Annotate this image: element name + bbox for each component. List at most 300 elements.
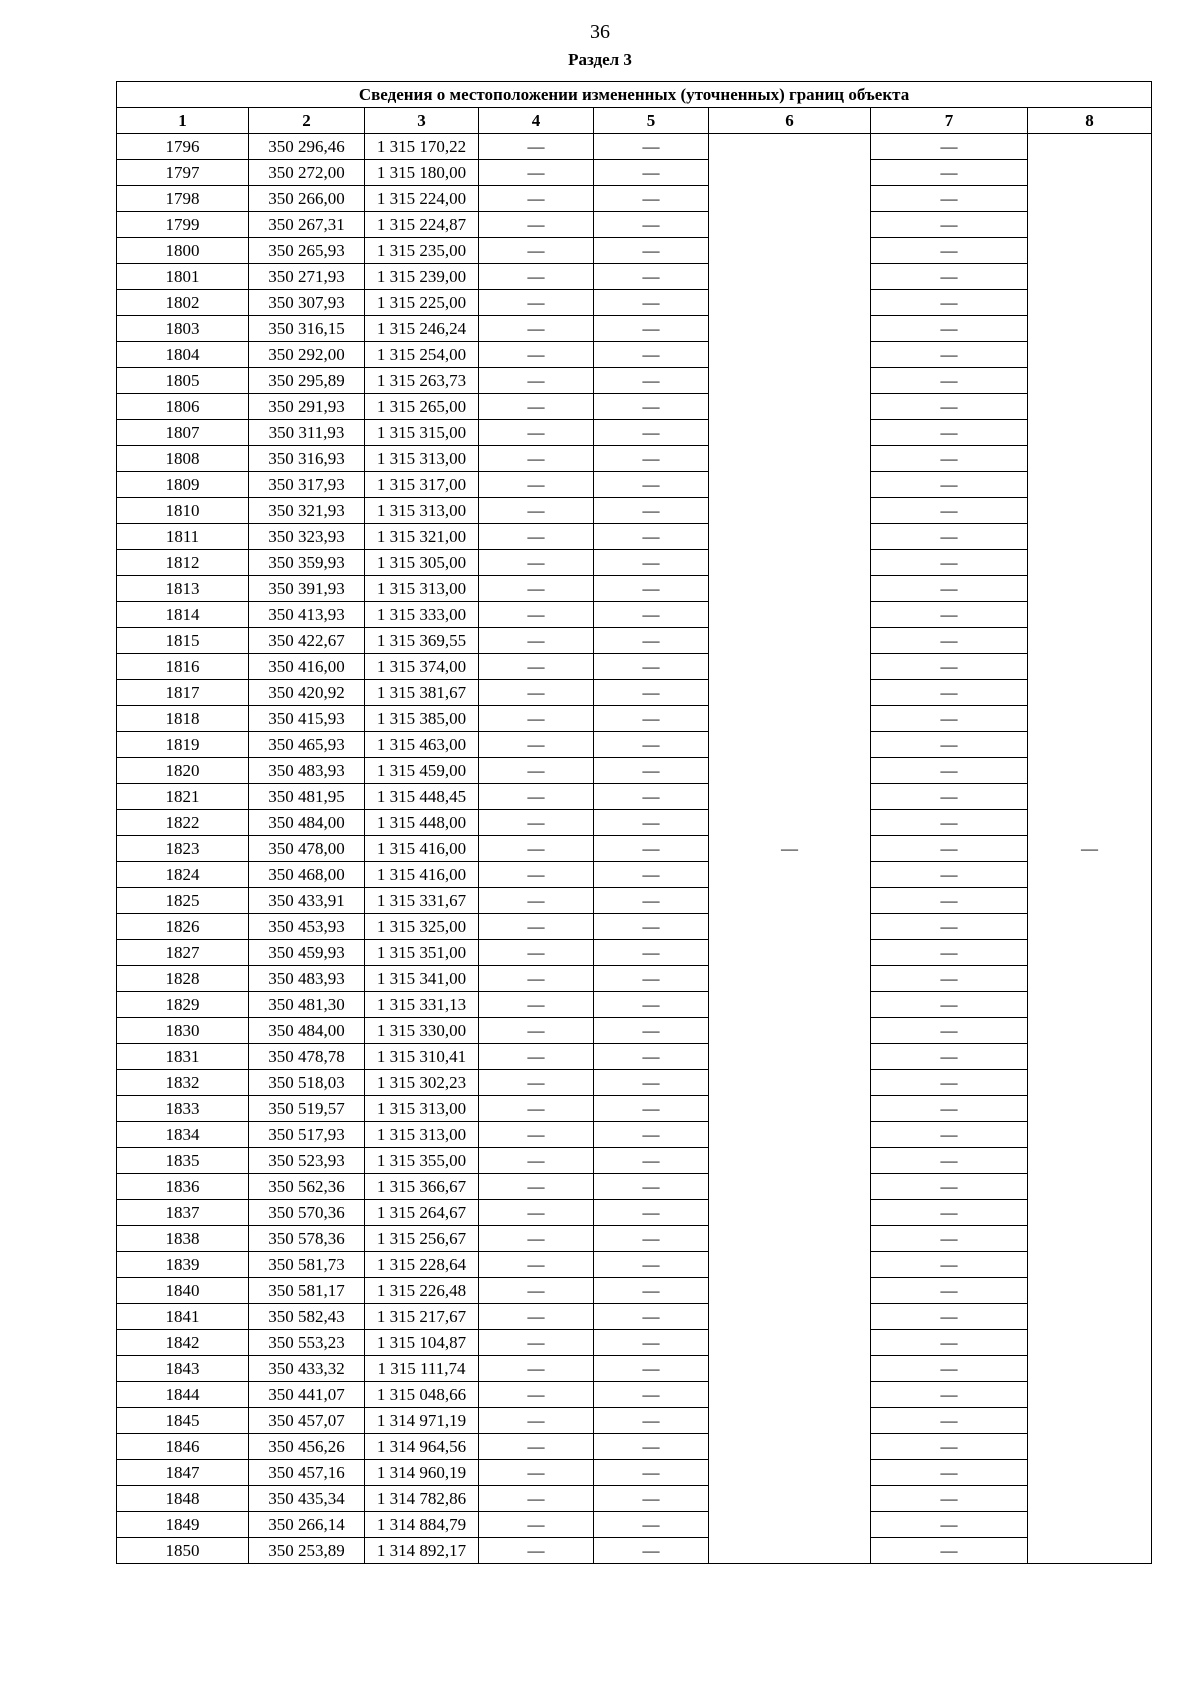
column-7-cell: — — [871, 1356, 1028, 1382]
column-5-cell: — — [594, 1018, 709, 1044]
table-row — [117, 758, 1152, 784]
x-coordinate-cell: 350 271,93 — [249, 264, 365, 290]
point-number-cell: 1816 — [117, 654, 249, 680]
column-7-cell: — — [871, 1044, 1028, 1070]
point-number-cell: 1845 — [117, 1408, 249, 1434]
x-coordinate-cell: 350 562,36 — [249, 1174, 365, 1200]
x-coordinate-cell: 350 413,93 — [249, 602, 365, 628]
column-7-cell: — — [871, 784, 1028, 810]
y-coordinate-cell: 1 315 448,45 — [365, 784, 479, 810]
column-7-cell: — — [871, 524, 1028, 550]
column-4-cell: — — [479, 1122, 594, 1148]
column-5-cell: — — [594, 1070, 709, 1096]
y-coordinate-cell: 1 315 381,67 — [365, 680, 479, 706]
y-coordinate-cell: 1 315 225,00 — [365, 290, 479, 316]
column-7-cell: — — [871, 342, 1028, 368]
column-4-cell: — — [479, 316, 594, 342]
column-7-cell: — — [871, 186, 1028, 212]
point-number-cell: 1838 — [117, 1226, 249, 1252]
y-coordinate-cell: 1 315 330,00 — [365, 1018, 479, 1044]
x-coordinate-cell: 350 292,00 — [249, 342, 365, 368]
column-7-cell: — — [871, 1174, 1028, 1200]
y-coordinate-cell: 1 315 416,00 — [365, 836, 479, 862]
point-number-cell: 1819 — [117, 732, 249, 758]
table-row — [117, 186, 1152, 212]
point-number-cell: 1808 — [117, 446, 249, 472]
column-4-cell: — — [479, 1044, 594, 1070]
y-coordinate-cell: 1 315 111,74 — [365, 1356, 479, 1382]
x-coordinate-cell: 350 582,43 — [249, 1304, 365, 1330]
table-row — [117, 1226, 1152, 1252]
x-coordinate-cell: 350 459,93 — [249, 940, 365, 966]
table-row — [117, 550, 1152, 576]
y-coordinate-cell: 1 315 333,00 — [365, 602, 479, 628]
column-5-cell: — — [594, 810, 709, 836]
point-number-cell: 1829 — [117, 992, 249, 1018]
column-7-cell: — — [871, 602, 1028, 628]
column-4-cell: — — [479, 1486, 594, 1512]
point-number-cell: 1844 — [117, 1382, 249, 1408]
point-number-cell: 1796 — [117, 134, 249, 160]
column-7-cell: — — [871, 134, 1028, 160]
column-header-8: 8 — [1028, 108, 1152, 134]
column-5-cell: — — [594, 680, 709, 706]
column-5-cell: — — [594, 550, 709, 576]
column-4-cell: — — [479, 212, 594, 238]
x-coordinate-cell: 350 483,93 — [249, 758, 365, 784]
column-4-cell: — — [479, 576, 594, 602]
table-row — [117, 1408, 1152, 1434]
point-number-cell: 1840 — [117, 1278, 249, 1304]
y-coordinate-cell: 1 315 448,00 — [365, 810, 479, 836]
y-coordinate-cell: 1 315 385,00 — [365, 706, 479, 732]
y-coordinate-cell: 1 315 331,67 — [365, 888, 479, 914]
column-7-cell: — — [871, 212, 1028, 238]
table-row — [117, 134, 1152, 160]
table-row — [117, 1460, 1152, 1486]
point-number-cell: 1841 — [117, 1304, 249, 1330]
column-5-cell: — — [594, 1382, 709, 1408]
y-coordinate-cell: 1 315 313,00 — [365, 498, 479, 524]
column-4-cell: — — [479, 368, 594, 394]
x-coordinate-cell: 350 433,91 — [249, 888, 365, 914]
column-7-cell: — — [871, 940, 1028, 966]
table-row — [117, 1174, 1152, 1200]
column-4-cell: — — [479, 966, 594, 992]
x-coordinate-cell: 350 416,00 — [249, 654, 365, 680]
y-coordinate-cell: 1 315 315,00 — [365, 420, 479, 446]
y-coordinate-cell: 1 315 254,00 — [365, 342, 479, 368]
point-number-cell: 1832 — [117, 1070, 249, 1096]
table-row — [117, 1252, 1152, 1278]
table-row — [117, 212, 1152, 238]
x-coordinate-cell: 350 253,89 — [249, 1538, 365, 1564]
point-number-cell: 1846 — [117, 1434, 249, 1460]
column-4-cell: — — [479, 1148, 594, 1174]
column-5-cell: — — [594, 186, 709, 212]
point-number-cell: 1823 — [117, 836, 249, 862]
column-4-cell: — — [479, 472, 594, 498]
point-number-cell: 1824 — [117, 862, 249, 888]
table-row — [117, 342, 1152, 368]
column-5-cell: — — [594, 1304, 709, 1330]
x-coordinate-cell: 350 359,93 — [249, 550, 365, 576]
x-coordinate-cell: 350 295,89 — [249, 368, 365, 394]
point-number-cell: 1799 — [117, 212, 249, 238]
column-5-cell: — — [594, 1356, 709, 1382]
point-number-cell: 1842 — [117, 1330, 249, 1356]
column-4-cell: — — [479, 1018, 594, 1044]
point-number-cell: 1839 — [117, 1252, 249, 1278]
point-number-cell: 1814 — [117, 602, 249, 628]
table-row — [117, 316, 1152, 342]
x-coordinate-cell: 350 478,00 — [249, 836, 365, 862]
column-5-cell: — — [594, 628, 709, 654]
point-number-cell: 1801 — [117, 264, 249, 290]
column-4-cell: — — [479, 862, 594, 888]
table-row — [117, 420, 1152, 446]
point-number-cell: 1848 — [117, 1486, 249, 1512]
column-7-cell: — — [871, 1252, 1028, 1278]
column-7-cell: — — [871, 368, 1028, 394]
y-coordinate-cell: 1 315 104,87 — [365, 1330, 479, 1356]
table-row — [117, 498, 1152, 524]
column-8-merged-cell: — — [1028, 134, 1152, 1564]
column-5-cell: — — [594, 992, 709, 1018]
table-row — [117, 1512, 1152, 1538]
column-7-cell: — — [871, 654, 1028, 680]
column-4-cell: — — [479, 498, 594, 524]
column-5-cell: — — [594, 1200, 709, 1226]
table-row — [117, 888, 1152, 914]
y-coordinate-cell: 1 315 351,00 — [365, 940, 479, 966]
x-coordinate-cell: 350 523,93 — [249, 1148, 365, 1174]
y-coordinate-cell: 1 315 416,00 — [365, 862, 479, 888]
column-7-cell: — — [871, 1486, 1028, 1512]
column-5-cell: — — [594, 342, 709, 368]
column-7-cell: — — [871, 862, 1028, 888]
table-row — [117, 680, 1152, 706]
column-4-cell: — — [479, 1330, 594, 1356]
column-5-cell: — — [594, 498, 709, 524]
point-number-cell: 1798 — [117, 186, 249, 212]
column-4-cell: — — [479, 550, 594, 576]
x-coordinate-cell: 350 433,32 — [249, 1356, 365, 1382]
column-5-cell: — — [594, 316, 709, 342]
column-5-cell: — — [594, 290, 709, 316]
column-6-merged-cell: — — [709, 134, 871, 1564]
column-7-cell: — — [871, 1148, 1028, 1174]
point-number-cell: 1825 — [117, 888, 249, 914]
table-row — [117, 940, 1152, 966]
y-coordinate-cell: 1 315 374,00 — [365, 654, 479, 680]
x-coordinate-cell: 350 316,15 — [249, 316, 365, 342]
column-5-cell: — — [594, 1538, 709, 1564]
table-row — [117, 914, 1152, 940]
x-coordinate-cell: 350 453,93 — [249, 914, 365, 940]
x-coordinate-cell: 350 481,95 — [249, 784, 365, 810]
column-7-cell: — — [871, 290, 1028, 316]
column-7-cell: — — [871, 810, 1028, 836]
table-row — [117, 264, 1152, 290]
column-4-cell: — — [479, 706, 594, 732]
y-coordinate-cell: 1 315 366,67 — [365, 1174, 479, 1200]
point-number-cell: 1822 — [117, 810, 249, 836]
y-coordinate-cell: 1 315 224,87 — [365, 212, 479, 238]
x-coordinate-cell: 350 266,00 — [249, 186, 365, 212]
table-row — [117, 862, 1152, 888]
point-number-cell: 1802 — [117, 290, 249, 316]
y-coordinate-cell: 1 315 263,73 — [365, 368, 479, 394]
y-coordinate-cell: 1 315 310,41 — [365, 1044, 479, 1070]
x-coordinate-cell: 350 311,93 — [249, 420, 365, 446]
column-4-cell: — — [479, 1408, 594, 1434]
column-5-cell: — — [594, 472, 709, 498]
x-coordinate-cell: 350 420,92 — [249, 680, 365, 706]
x-coordinate-cell: 350 321,93 — [249, 498, 365, 524]
x-coordinate-cell: 350 518,03 — [249, 1070, 365, 1096]
table-row — [117, 1044, 1152, 1070]
y-coordinate-cell: 1 315 325,00 — [365, 914, 479, 940]
x-coordinate-cell: 350 481,30 — [249, 992, 365, 1018]
y-coordinate-cell: 1 315 265,00 — [365, 394, 479, 420]
column-4-cell: — — [479, 602, 594, 628]
x-coordinate-cell: 350 468,00 — [249, 862, 365, 888]
column-7-cell: — — [871, 628, 1028, 654]
x-coordinate-cell: 350 272,00 — [249, 160, 365, 186]
column-5-cell: — — [594, 914, 709, 940]
table-row — [117, 628, 1152, 654]
y-coordinate-cell: 1 315 331,13 — [365, 992, 479, 1018]
table-body — [117, 134, 1152, 1564]
column-5-cell: — — [594, 784, 709, 810]
point-number-cell: 1800 — [117, 238, 249, 264]
x-coordinate-cell: 350 484,00 — [249, 810, 365, 836]
column-5-cell: — — [594, 940, 709, 966]
column-7-cell: — — [871, 836, 1028, 862]
column-7-cell: — — [871, 1330, 1028, 1356]
x-coordinate-cell: 350 435,34 — [249, 1486, 365, 1512]
y-coordinate-cell: 1 314 884,79 — [365, 1512, 479, 1538]
point-number-cell: 1836 — [117, 1174, 249, 1200]
column-7-cell: — — [871, 732, 1028, 758]
column-5-cell: — — [594, 1226, 709, 1252]
table-row — [117, 368, 1152, 394]
column-4-cell: — — [479, 1096, 594, 1122]
x-coordinate-cell: 350 291,93 — [249, 394, 365, 420]
column-7-cell: — — [871, 966, 1028, 992]
y-coordinate-cell: 1 314 964,56 — [365, 1434, 479, 1460]
y-coordinate-cell: 1 315 313,00 — [365, 576, 479, 602]
point-number-cell: 1833 — [117, 1096, 249, 1122]
x-coordinate-cell: 350 296,46 — [249, 134, 365, 160]
column-7-cell: — — [871, 550, 1028, 576]
column-5-cell: — — [594, 420, 709, 446]
column-5-cell: — — [594, 654, 709, 680]
column-4-cell: — — [479, 1512, 594, 1538]
point-number-cell: 1847 — [117, 1460, 249, 1486]
column-4-cell: — — [479, 1174, 594, 1200]
column-7-cell: — — [871, 1070, 1028, 1096]
column-5-cell: — — [594, 888, 709, 914]
column-4-cell: — — [479, 732, 594, 758]
point-number-cell: 1804 — [117, 342, 249, 368]
column-4-cell: — — [479, 1304, 594, 1330]
y-coordinate-cell: 1 315 217,67 — [365, 1304, 479, 1330]
point-number-cell: 1850 — [117, 1538, 249, 1564]
x-coordinate-cell: 350 553,23 — [249, 1330, 365, 1356]
point-number-cell: 1835 — [117, 1148, 249, 1174]
point-number-cell: 1815 — [117, 628, 249, 654]
x-coordinate-cell: 350 570,36 — [249, 1200, 365, 1226]
column-5-cell: — — [594, 368, 709, 394]
column-7-cell: — — [871, 758, 1028, 784]
table-row — [117, 1330, 1152, 1356]
column-5-cell: — — [594, 966, 709, 992]
y-coordinate-cell: 1 315 341,00 — [365, 966, 479, 992]
x-coordinate-cell: 350 456,26 — [249, 1434, 365, 1460]
column-5-cell: — — [594, 602, 709, 628]
point-number-cell: 1828 — [117, 966, 249, 992]
column-4-cell: — — [479, 1434, 594, 1460]
column-5-cell: — — [594, 1044, 709, 1070]
point-number-cell: 1817 — [117, 680, 249, 706]
x-coordinate-cell: 350 581,17 — [249, 1278, 365, 1304]
table-row — [117, 1304, 1152, 1330]
column-7-cell: — — [871, 472, 1028, 498]
column-4-cell: — — [479, 758, 594, 784]
table-row — [117, 1070, 1152, 1096]
column-header-1: 1 — [117, 108, 249, 134]
column-4-cell: — — [479, 290, 594, 316]
column-4-cell: — — [479, 680, 594, 706]
table-row — [117, 524, 1152, 550]
table-row — [117, 1382, 1152, 1408]
column-7-cell: — — [871, 238, 1028, 264]
column-7-cell: — — [871, 1382, 1028, 1408]
x-coordinate-cell: 350 265,93 — [249, 238, 365, 264]
x-coordinate-cell: 350 484,00 — [249, 1018, 365, 1044]
boundary-coordinates-table — [116, 81, 1152, 1564]
column-7-cell: — — [871, 888, 1028, 914]
y-coordinate-cell: 1 315 313,00 — [365, 1122, 479, 1148]
column-5-cell: — — [594, 758, 709, 784]
column-4-cell: — — [479, 420, 594, 446]
column-5-cell: — — [594, 1278, 709, 1304]
y-coordinate-cell: 1 315 264,67 — [365, 1200, 479, 1226]
point-number-cell: 1821 — [117, 784, 249, 810]
table-caption: Сведения о местоположении измененных (уточненных) границ объекта — [117, 82, 1152, 108]
column-4-cell: — — [479, 446, 594, 472]
x-coordinate-cell: 350 316,93 — [249, 446, 365, 472]
x-coordinate-cell: 350 267,31 — [249, 212, 365, 238]
y-coordinate-cell: 1 315 256,67 — [365, 1226, 479, 1252]
column-4-cell: — — [479, 992, 594, 1018]
column-4-cell: — — [479, 238, 594, 264]
column-4-cell: — — [479, 264, 594, 290]
point-number-cell: 1811 — [117, 524, 249, 550]
x-coordinate-cell: 350 323,93 — [249, 524, 365, 550]
x-coordinate-cell: 350 307,93 — [249, 290, 365, 316]
y-coordinate-cell: 1 315 235,00 — [365, 238, 479, 264]
x-coordinate-cell: 350 578,36 — [249, 1226, 365, 1252]
point-number-cell: 1805 — [117, 368, 249, 394]
table-row — [117, 238, 1152, 264]
y-coordinate-cell: 1 315 228,64 — [365, 1252, 479, 1278]
table-row — [117, 290, 1152, 316]
table-row — [117, 784, 1152, 810]
y-coordinate-cell: 1 315 463,00 — [365, 732, 479, 758]
column-4-cell: — — [479, 1070, 594, 1096]
column-4-cell: — — [479, 888, 594, 914]
column-5-cell: — — [594, 446, 709, 472]
x-coordinate-cell: 350 422,67 — [249, 628, 365, 654]
column-4-cell: — — [479, 784, 594, 810]
point-number-cell: 1827 — [117, 940, 249, 966]
table-row — [117, 1278, 1152, 1304]
point-number-cell: 1806 — [117, 394, 249, 420]
y-coordinate-cell: 1 315 246,24 — [365, 316, 479, 342]
column-4-cell: — — [479, 836, 594, 862]
column-5-cell: — — [594, 1148, 709, 1174]
column-header-6: 6 — [709, 108, 871, 134]
column-7-cell: — — [871, 1018, 1028, 1044]
point-number-cell: 1826 — [117, 914, 249, 940]
column-7-cell: — — [871, 1278, 1028, 1304]
table-row — [117, 1486, 1152, 1512]
column-5-cell: — — [594, 394, 709, 420]
x-coordinate-cell: 350 441,07 — [249, 1382, 365, 1408]
point-number-cell: 1834 — [117, 1122, 249, 1148]
y-coordinate-cell: 1 314 960,19 — [365, 1460, 479, 1486]
y-coordinate-cell: 1 315 321,00 — [365, 524, 479, 550]
y-coordinate-cell: 1 315 369,55 — [365, 628, 479, 654]
y-coordinate-cell: 1 315 048,66 — [365, 1382, 479, 1408]
column-header-4: 4 — [479, 108, 594, 134]
table-caption-row — [117, 82, 1152, 108]
x-coordinate-cell: 350 391,93 — [249, 576, 365, 602]
column-4-cell: — — [479, 914, 594, 940]
table-row — [117, 1018, 1152, 1044]
y-coordinate-cell: 1 315 305,00 — [365, 550, 479, 576]
column-header-2: 2 — [249, 108, 365, 134]
column-5-cell: — — [594, 1330, 709, 1356]
column-7-cell: — — [871, 1434, 1028, 1460]
column-5-cell: — — [594, 1408, 709, 1434]
point-number-cell: 1803 — [117, 316, 249, 342]
table-row — [117, 1122, 1152, 1148]
column-7-cell: — — [871, 576, 1028, 602]
column-5-cell: — — [594, 836, 709, 862]
table-row — [117, 1434, 1152, 1460]
column-header-row — [117, 108, 1152, 134]
point-number-cell: 1809 — [117, 472, 249, 498]
table-row — [117, 732, 1152, 758]
column-5-cell: — — [594, 1486, 709, 1512]
column-4-cell: — — [479, 1538, 594, 1564]
x-coordinate-cell: 350 317,93 — [249, 472, 365, 498]
table-row — [117, 1096, 1152, 1122]
column-4-cell: — — [479, 940, 594, 966]
table-row — [117, 160, 1152, 186]
column-7-cell: — — [871, 1226, 1028, 1252]
column-header-3: 3 — [365, 108, 479, 134]
table-row — [117, 810, 1152, 836]
y-coordinate-cell: 1 314 971,19 — [365, 1408, 479, 1434]
table-row — [117, 992, 1152, 1018]
x-coordinate-cell: 350 483,93 — [249, 966, 365, 992]
x-coordinate-cell: 350 519,57 — [249, 1096, 365, 1122]
